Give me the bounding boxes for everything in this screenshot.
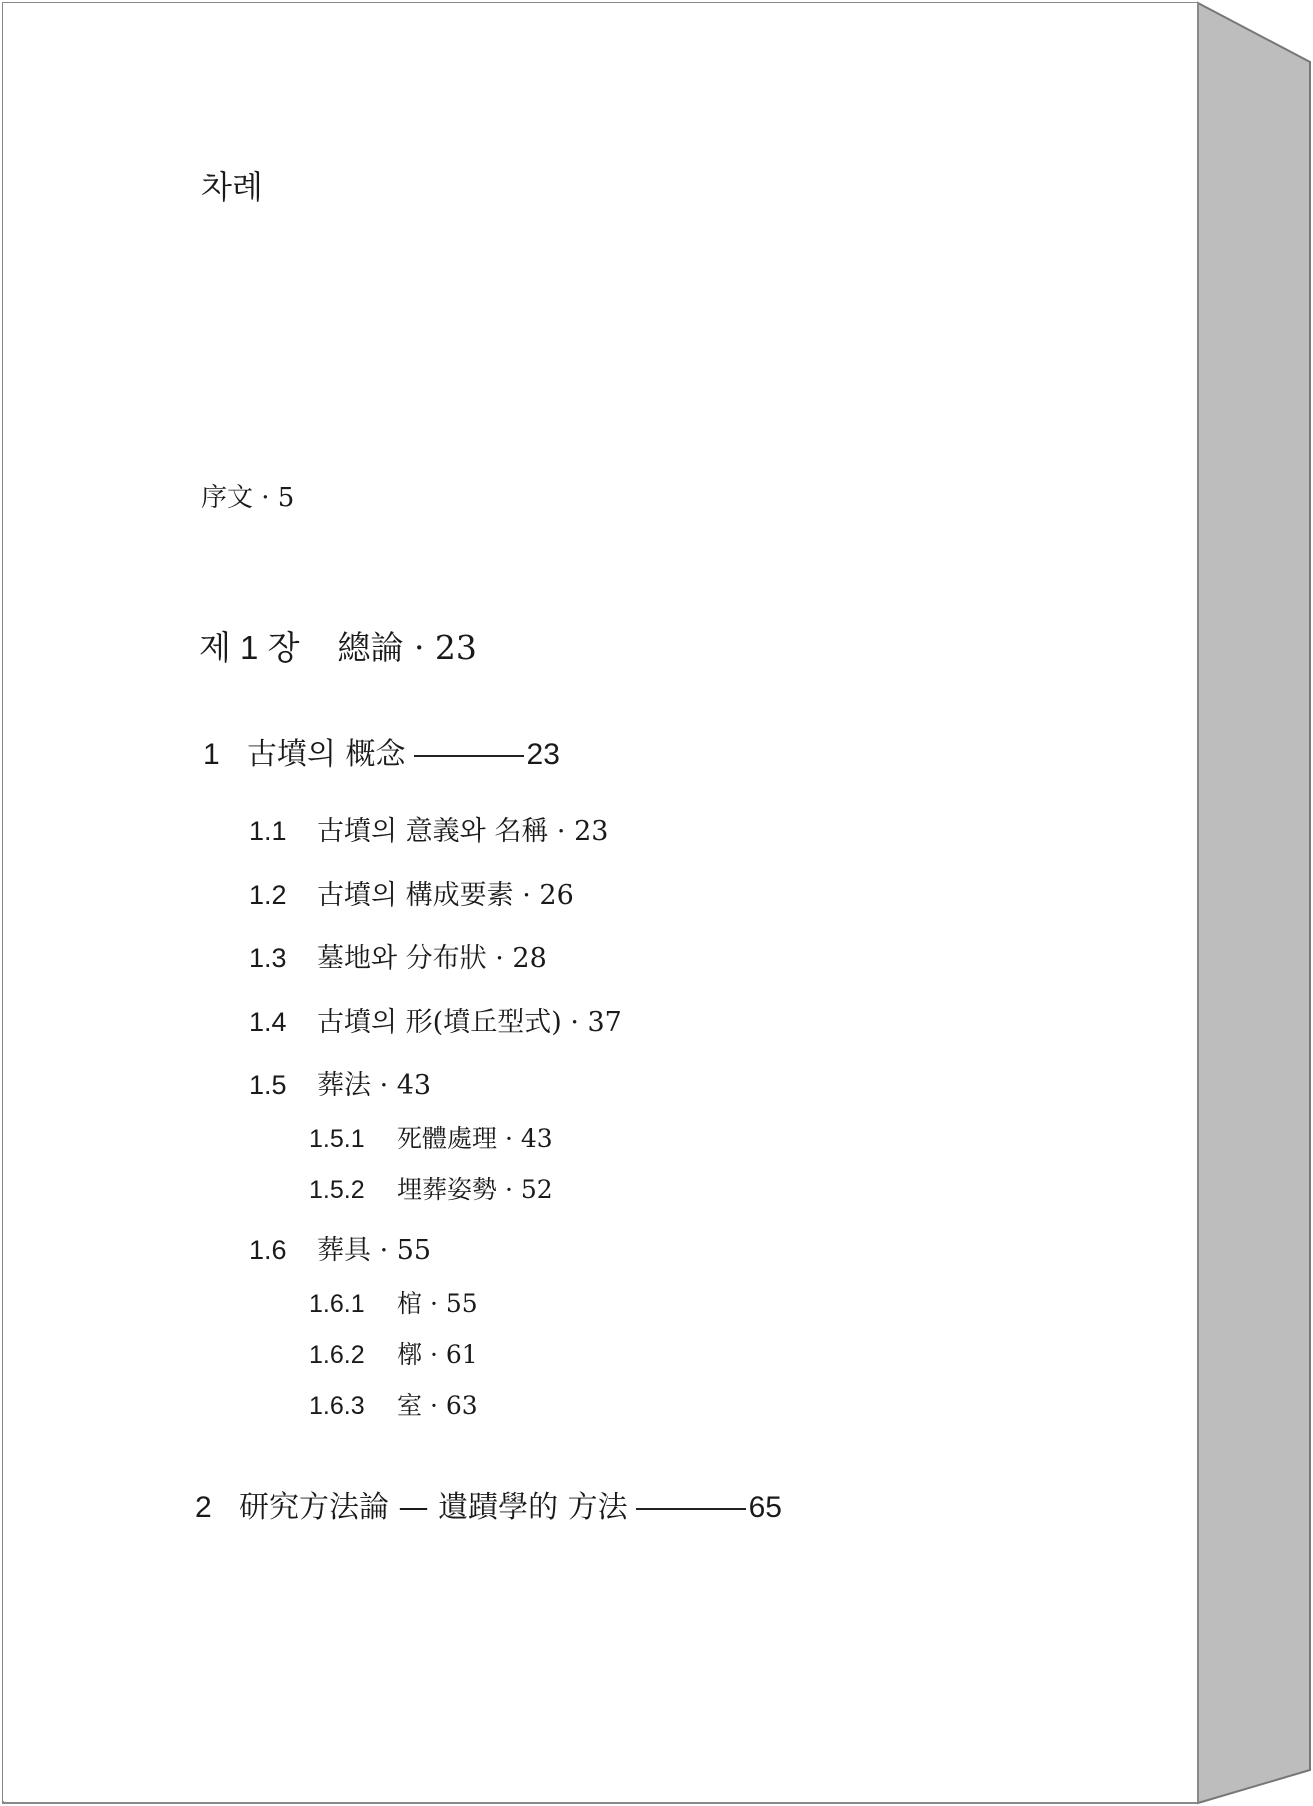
subsubsection-title: 棺 · 55 [397, 1289, 478, 1318]
toc-subsection-1-5 [249, 1072, 431, 1099]
leader-dash [636, 1508, 746, 1510]
toc-subsection-1-1 [249, 818, 608, 845]
subsection-title: 墓地와 分布狀 · 28 [317, 943, 547, 974]
subsection-number: 1.1 [249, 816, 287, 846]
chapter-label: 제 1 장 [199, 629, 300, 666]
subsection-title: 古墳의 形(墳丘型式) · 37 [317, 1007, 622, 1038]
subsubsection-title: 室 · 63 [397, 1391, 478, 1420]
toc-subsection-1-2 [249, 882, 574, 909]
subsection-number: 1.2 [249, 880, 287, 910]
section-page: 65 [748, 1491, 782, 1524]
toc-subsubsection-1-6-1 [309, 1291, 478, 1317]
subsection-title: 古墳의 意義와 名稱 · 23 [317, 816, 609, 847]
section-page: 23 [526, 738, 560, 771]
toc-subsection-1-3 [249, 945, 547, 972]
toc-subsubsection-1-5-2 [309, 1177, 553, 1203]
subsection-number: 1.3 [249, 943, 287, 973]
subsubsection-number: 1.5.1 [309, 1125, 365, 1153]
subsubsection-number: 1.6.1 [309, 1290, 365, 1318]
toc-title: 차례 [201, 168, 263, 206]
toc-subsubsection-1-6-3 [309, 1393, 478, 1419]
subsubsection-title: 死體處理 · 43 [397, 1124, 553, 1153]
leader-dash [414, 755, 524, 757]
subsection-title: 葬具 · 55 [317, 1235, 432, 1266]
subsubsection-number: 1.5.2 [309, 1176, 365, 1204]
subsubsection-title: 槨 · 61 [397, 1340, 478, 1369]
subsubsection-title: 埋葬姿勢 · 52 [397, 1175, 553, 1204]
toc-chapter [199, 628, 477, 667]
toc-subsubsection-1-6-2 [309, 1342, 478, 1368]
subsection-number: 1.6 [249, 1235, 287, 1265]
chapter-title: 總論 · 23 [337, 628, 477, 667]
section-number: 1 [203, 738, 220, 771]
subsection-title: 葬法 · 43 [317, 1070, 432, 1101]
toc-section-2 [195, 1490, 793, 1525]
subsection-title: 古墳의 構成要素 · 26 [317, 880, 574, 911]
section-number: 2 [195, 1491, 212, 1524]
toc-subsection-1-6 [249, 1237, 431, 1264]
subsection-number: 1.4 [249, 1007, 287, 1037]
toc-preface: 序文 · 5 [201, 483, 295, 513]
subsubsection-number: 1.6.2 [309, 1341, 365, 1369]
toc-section-1 [203, 737, 571, 772]
section-title: 古墳의 概念 [247, 737, 406, 772]
toc-subsection-1-4 [249, 1009, 622, 1036]
toc-subsubsection-1-5-1 [309, 1126, 553, 1152]
toc-page [3, 3, 1197, 1801]
section-title: 研究方法論 — 遺蹟學的 方法 [239, 1490, 628, 1525]
subsection-number: 1.5 [249, 1070, 287, 1100]
subsubsection-number: 1.6.3 [309, 1392, 365, 1420]
